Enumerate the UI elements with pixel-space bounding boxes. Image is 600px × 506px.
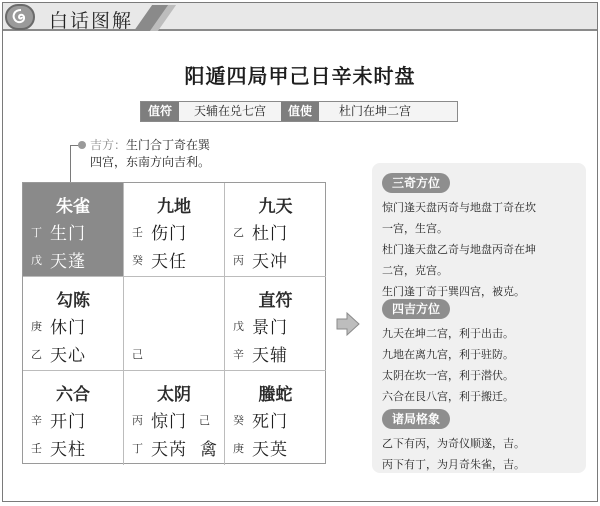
door-label: 生门	[50, 224, 86, 244]
stem-label: 辛	[233, 348, 244, 361]
text-line: 二宫，克宫。	[382, 264, 448, 277]
palace-cell	[225, 371, 326, 465]
geju-text	[382, 433, 582, 475]
deity-label: 直符	[258, 291, 293, 311]
text-line: 生门逢丁奇于巽四宫，被克。	[382, 285, 525, 298]
door-label: 开门	[50, 412, 86, 432]
zhifu-tag: 值符	[141, 102, 179, 121]
stem-label: 戊	[233, 320, 244, 333]
stem-label: 戊	[31, 254, 42, 267]
header	[3, 3, 597, 33]
extra-stem-label: 己	[199, 414, 210, 427]
star-label: 天冲	[252, 252, 288, 272]
swirl-logo-icon	[5, 4, 35, 30]
explanation-panel	[372, 163, 586, 473]
stem-label: 壬	[31, 442, 42, 455]
deity-label: 螣蛇	[258, 385, 293, 405]
stem-label: 丁	[132, 442, 143, 455]
stem-label: 丙	[132, 414, 143, 427]
door-label: 景门	[252, 318, 288, 338]
text-line: 杜门逢天盘乙奇与地盘丙奇在坤	[382, 243, 536, 256]
palace-grid	[22, 182, 326, 464]
text-line: 六合在艮八宫，利于搬迁。	[382, 390, 514, 403]
siji-text	[382, 323, 582, 407]
note-line: 四宫，东南方向吉利。	[90, 155, 211, 169]
stem-label: 丙	[233, 254, 244, 267]
section-tag-geju: 诸局格象	[382, 409, 450, 429]
note-line: 生门合丁奇在巽	[126, 138, 211, 152]
star-label: 天芮	[151, 440, 187, 460]
text-line: 乙下有丙，为奇仪顺遂，吉。	[382, 437, 525, 450]
palace-cell	[23, 277, 124, 371]
text-line: 九地在离九宫，利于驻防。	[382, 348, 514, 361]
zhishi-tag: 值使	[281, 102, 319, 121]
deity-label: 勾陈	[56, 291, 90, 311]
zhifu-value: 天辅在兑七宫	[194, 104, 267, 118]
extra-star-label: 禽	[200, 440, 217, 460]
door-label: 死门	[252, 412, 288, 432]
zhishi-value: 杜门在坤二宫	[339, 104, 412, 118]
section-tag-siji: 四吉方位	[382, 299, 450, 319]
note-dot-icon	[78, 141, 86, 149]
chart-title: 阳遁四局甲己日辛未时盘	[184, 64, 416, 88]
sanqi-text	[382, 197, 582, 302]
palace-cell	[124, 183, 225, 277]
door-label: 休门	[50, 318, 86, 338]
door-label: 杜门	[252, 224, 288, 244]
door-label: 伤门	[151, 224, 187, 244]
stem-label: 壬	[132, 226, 143, 239]
star-label: 天英	[252, 440, 288, 460]
stem-label: 辛	[31, 414, 42, 427]
stem-label: 己	[132, 348, 143, 361]
star-label: 天辅	[252, 346, 288, 366]
star-label: 天任	[151, 252, 187, 272]
center-palace-cell	[124, 277, 225, 371]
stem-label: 癸	[233, 414, 244, 427]
star-label: 天柱	[50, 440, 86, 460]
arrow-right-icon	[335, 311, 361, 341]
header-title: 白话图解	[49, 10, 134, 32]
text-line: 九天在坤二宫，利于出击。	[382, 327, 514, 340]
stem-label: 乙	[31, 348, 42, 361]
info-bar	[140, 101, 458, 122]
note-label: 吉方：	[90, 138, 127, 152]
palace-cell	[124, 371, 225, 465]
deity-label: 朱雀	[56, 197, 90, 217]
stem-label: 庚	[233, 442, 244, 455]
stem-label: 癸	[132, 254, 143, 267]
auspicious-note	[90, 137, 210, 171]
stem-label: 庚	[31, 320, 42, 333]
star-label: 天蓬	[50, 252, 86, 272]
note-leader-line	[70, 145, 71, 183]
text-line: 一宫，生宫。	[382, 222, 448, 235]
stem-label: 乙	[233, 226, 244, 239]
deity-label: 九地	[157, 197, 191, 217]
text-line: 丙下有丁，为月奇朱雀，吉。	[382, 458, 525, 471]
text-line: 惊门逢天盘丙奇与地盘丁奇在坎	[382, 201, 536, 214]
door-label: 惊门	[151, 412, 187, 432]
palace-cell	[225, 277, 326, 371]
stem-label: 丁	[31, 226, 42, 239]
section-tag-sanqi: 三奇方位	[382, 173, 450, 193]
palace-cell	[23, 183, 124, 277]
palace-cell	[225, 183, 326, 277]
deity-label: 六合	[56, 385, 90, 405]
deity-label: 太阴	[157, 385, 191, 405]
star-label: 天心	[50, 346, 86, 366]
palace-cell	[23, 371, 124, 465]
deity-label: 九天	[258, 197, 293, 217]
text-line: 太阴在坎一宫，利于潜伏。	[382, 369, 514, 382]
